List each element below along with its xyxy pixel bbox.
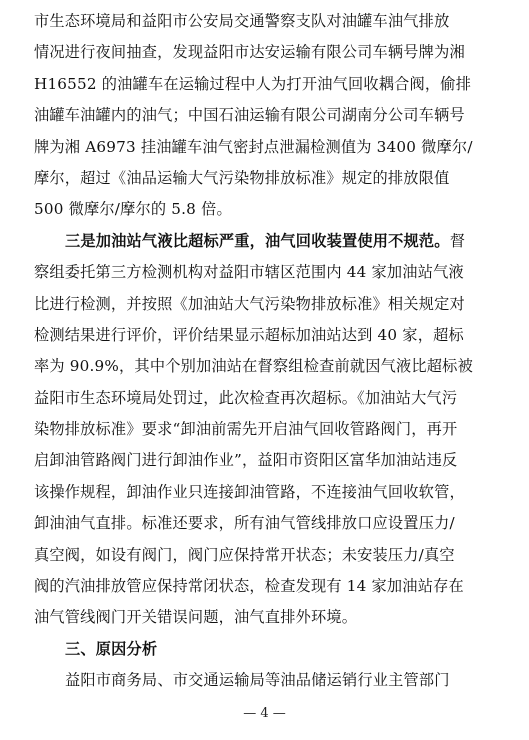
text-line: 500 微摩尔/摩尔的 5.8 倍。 xyxy=(34,200,232,219)
page-number: — 4 — xyxy=(243,706,286,721)
section-heading: 三、原因分析 xyxy=(65,639,158,658)
text-line: 察组委托第三方检测机构对益阳市辖区范围内 44 家加油站气液 xyxy=(34,263,464,282)
text-line: 市生态环境局和益阳市公安局交通警察支队对油罐车油气排放 xyxy=(34,12,450,30)
text-line: 油气管线阀门开关错误问题，油气直排外环境。 xyxy=(34,608,358,627)
text-line: H16552 的油罐车在运输过程中人为打开油气回收耦合阀，偷排 xyxy=(34,74,472,93)
text-line: 该操作规程，卸油作业只连接卸油管路，不连接油气回收软管， xyxy=(34,482,465,501)
text-line: 益阳市商务局、市交通运输局等油品储运销行业主管部门 xyxy=(65,671,450,690)
text-line: 卸油油气直排。标准还要求，所有油气管线排放口应设置压力/ xyxy=(34,514,455,533)
paragraph-lead-sentence: 三是加油站气液比超标严重，油气回收装置使用不规范。 xyxy=(65,231,450,250)
paragraph-first-line xyxy=(34,226,496,257)
text-line: 检测结果进行评价，评价结果显示超标加油站达到 40 家，超标 xyxy=(34,325,464,344)
text-line: 率为 90.9%，其中个别加油站在督察组检查前就因气液比超标被 xyxy=(34,357,473,376)
text-line: 真空阀，如设有阀门，阀门应保持常开状态；未安装压力/真空 xyxy=(34,545,455,564)
text-line: 阀的汽油排放管应保持常闭状态，检查发现有 14 家加油站存在 xyxy=(34,577,464,596)
text-line: 牌为湘 A6973 挂油罐车油气密封点泄漏检测值为 3400 微摩尔/ xyxy=(34,137,473,156)
text-line: 油罐车油罐内的油气；中国石油运输有限公司湖南分公司车辆号 xyxy=(34,106,465,125)
text-line: 比进行检测，并按照《加油站大气污染物排放标准》相关规定对 xyxy=(34,294,465,313)
text-line: 情况进行夜间抽查，发现益阳市达安运输有限公司车辆号牌为湘 xyxy=(34,43,465,62)
text-line: 启卸油管路阀门进行卸油作业”，益阳市资阳区富华加油站违反 xyxy=(34,451,458,470)
document-body xyxy=(34,6,496,697)
text-line: 染物排放标准》要求“卸油前需先开启油气回收管路阀门，再开 xyxy=(34,420,458,439)
text-line: 益阳市生态环境局处罚过，此次检查再次超标。《加油站大气污 xyxy=(34,388,458,407)
text-fragment: 督 xyxy=(449,231,466,250)
text-line: 摩尔，超过《油品运输大气污染物排放标准》规定的排放限值 xyxy=(34,168,450,187)
